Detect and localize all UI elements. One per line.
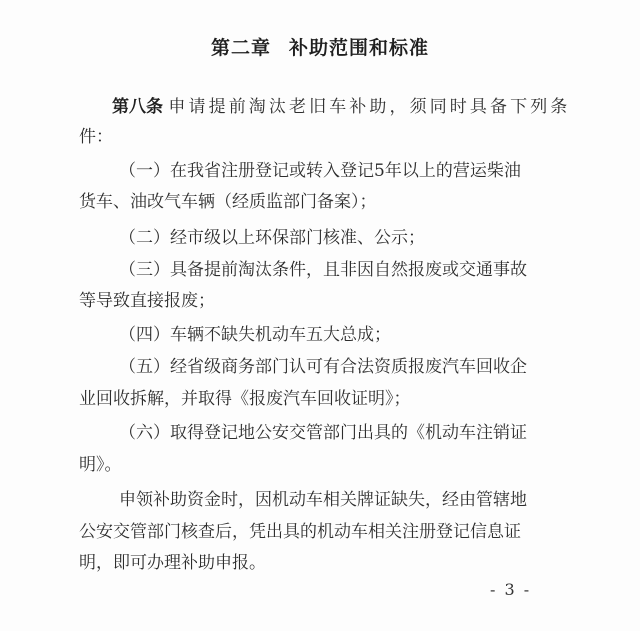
page-number: - 3 - [490, 580, 532, 599]
condition-2-line-1: （二）经市级以上环保部门核准、公示； [119, 228, 425, 248]
condition-4-line-1: （四）车辆不缺失机动车五大总成； [119, 325, 391, 345]
closing-line-1: 申领补助资金时，因机动车相关牌证缺失，经由管辖地 [119, 490, 527, 510]
condition-3-line-2: 等导致直接报废； [79, 291, 215, 311]
article-intro: 申请提前淘汰老旧车补助，须同时具备下列条 [168, 97, 571, 117]
condition-6-line-2: 明》。 [79, 455, 122, 475]
chapter-number: 第二章 [210, 37, 271, 59]
condition-1-line-1: （一）在我省注册登记或转入登记5年以上的营运柴油 [119, 161, 521, 181]
condition-6-line-1: （六）取得登记地公安交管部门出具的《机动车注销证 [119, 423, 527, 443]
article-heading-line [112, 96, 570, 118]
condition-3-line-1: （三）具备提前淘汰条件，且非因自然报废或交通事故 [119, 260, 527, 280]
article-intro-continued: 件： [79, 127, 113, 147]
condition-5-line-2: 业回收拆解，并取得《报废汽车回收证明》； [79, 389, 411, 409]
chapter-title: 补助范围和标准 [289, 37, 430, 59]
closing-line-3: 明，即可办理补助申报。 [79, 553, 266, 573]
article-label: 第八条 [112, 97, 163, 117]
chapter-heading [0, 33, 640, 60]
condition-1-line-2: 货车、油改气车辆（经质监部门备案）； [79, 192, 377, 212]
closing-line-2: 公安交管部门核查后，凭出具的机动车相关注册登记信息证 [79, 522, 521, 542]
condition-5-line-1: （五）经省级商务部门认可有合法资质报废汽车回收企 [119, 357, 527, 377]
